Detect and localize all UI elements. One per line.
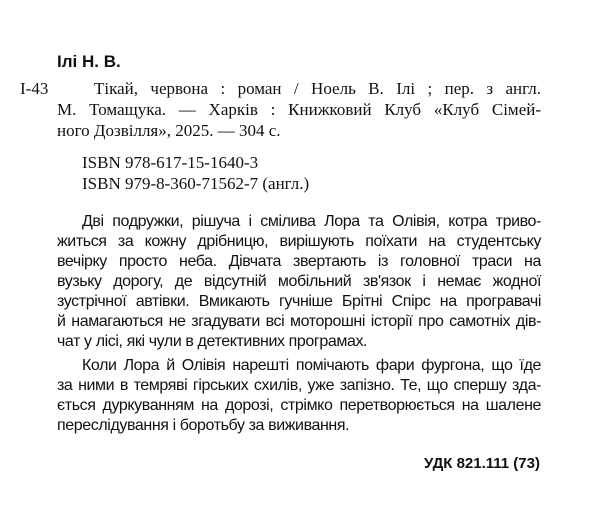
annotation-line: Коли Лора й Олівія нарешті помічають фари фургона, що їде [82,357,541,374]
annotation-line: вечірку просто неба. Дівчата звертають із головної траси на [57,253,541,270]
bibliographic-line: Тікай, червона : роман / Ноель В. Ілі ; пер. з англ. [94,79,541,98]
isbn-line: ISBN 978-617-15-1640-3 [82,153,259,172]
annotation-line: Дві подружки, рішуча і смілива Лора та Олівія, котра триво- [82,213,541,230]
author-heading: Ілі Н. В. [57,52,121,71]
annotation-line: зустрічної автівки. Вмикають гучніше Брітні Спірс на програвачі [57,293,541,310]
catalog-mark: І-43 [20,79,49,98]
annotation-line: вузьку дорогу, де відсутній мобільний зв'язок і немає жодної [57,273,541,290]
annotation-line: житься за кожну дрібницю, вирішують поїхати на студентську [57,233,541,250]
annotation-line: й намагаються не згадувати всі моторошні історії про самотніх дів- [57,313,541,330]
bibliographic-line: ного Дозвілля», 2025. — 304 с. [57,121,281,140]
udc-code: УДК 821.111 (73) [424,455,540,472]
annotation-line: чат у лісі, які чули в детективних програмах. [57,333,368,350]
isbn-line: ISBN 979-8-360-71562-7 (англ.) [82,174,310,193]
annotation-line: ється дуркуванням на дорозі, стрімко перетворюється на шалене [57,397,541,414]
annotation-line: за ними в темряві гірських схилів, уже запізно. Те, що спершу зда- [57,377,541,394]
annotation-line: переслідування і боротьбу за виживання. [57,417,350,434]
bibliographic-line: М. Томащука. — Харків : Книжковий Клуб «Клуб Сімей- [57,100,541,119]
